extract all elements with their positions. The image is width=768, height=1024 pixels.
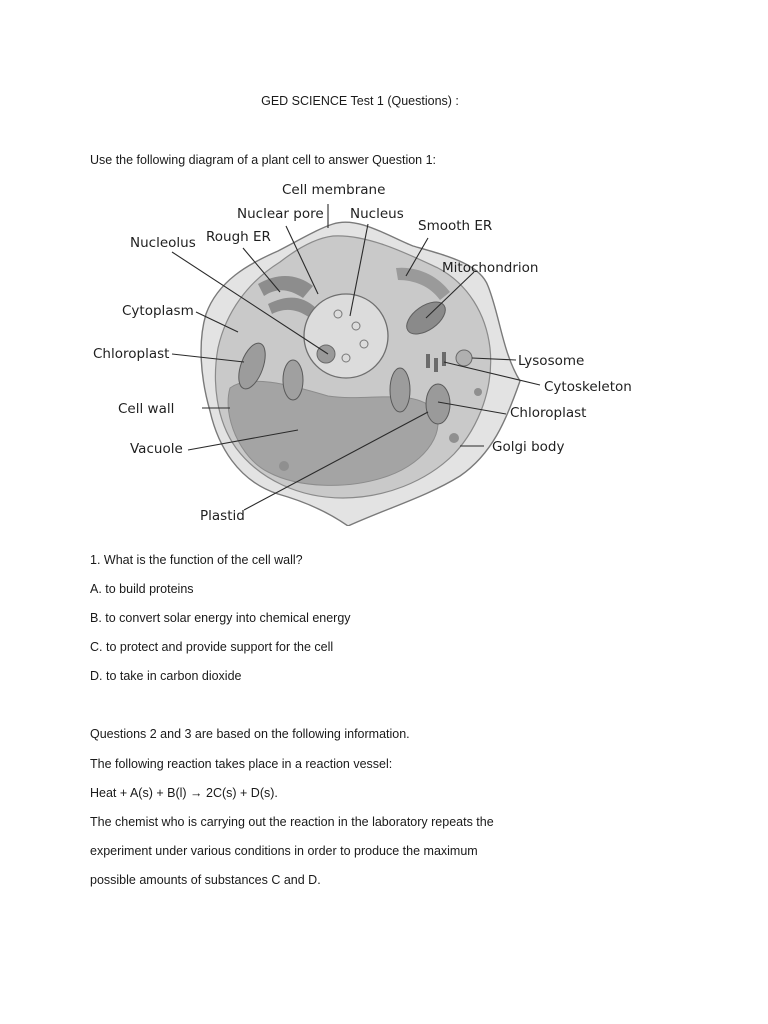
vesicle — [449, 433, 459, 443]
label-nucleus: Nucleus — [350, 206, 404, 222]
page-title: GED SCIENCE Test 1 (Questions) : — [261, 94, 459, 108]
info-line: The following reaction takes place in a reaction vessel: — [90, 757, 393, 771]
plant-cell-diagram — [88, 176, 648, 526]
label-plastid: Plastid — [200, 508, 245, 524]
label-golgi-body: Golgi body — [492, 439, 565, 455]
nucleolus-shape — [317, 345, 335, 363]
vesicle — [279, 461, 289, 471]
info-line: experiment under various conditions in order to produce the maximum — [90, 844, 478, 858]
label-cell-wall: Cell wall — [118, 401, 175, 417]
label-rough-er: Rough ER — [206, 229, 271, 245]
reaction-equation: Heat + A(s) + B(l) → 2C(s) + D(s). — [90, 786, 278, 800]
label-chloroplast-right: Chloroplast — [510, 405, 587, 421]
question-1-prompt: 1. What is the function of the cell wall? — [90, 553, 303, 567]
label-smooth-er: Smooth ER — [418, 218, 493, 234]
vesicle — [474, 388, 482, 396]
info-line: possible amounts of substances C and D. — [90, 873, 321, 887]
chloroplast-right-shape — [390, 368, 410, 412]
chloroplast-left-shape-2 — [283, 360, 303, 400]
label-cell-membrane: Cell membrane — [282, 182, 386, 198]
cytoskeleton-rod — [426, 354, 430, 368]
label-cytoplasm: Cytoplasm — [122, 303, 194, 319]
label-mitochondrion: Mitochondrion — [442, 260, 539, 276]
label-vacuole: Vacuole — [130, 441, 183, 457]
label-chloroplast-left: Chloroplast — [93, 346, 170, 362]
nucleus-shape — [304, 294, 388, 378]
lysosome-shape — [456, 350, 472, 366]
info-heading: Questions 2 and 3 are based on the following information. — [90, 727, 410, 741]
question-1-option-a: A. to build proteins — [90, 582, 194, 596]
cytoskeleton-rod — [442, 352, 446, 366]
info-line: The chemist who is carrying out the reaction in the laboratory repeats the — [90, 815, 494, 829]
question-1-option-d: D. to take in carbon dioxide — [90, 669, 242, 683]
label-lysosome: Lysosome — [518, 353, 585, 369]
cytoskeleton-rod — [434, 358, 438, 372]
label-nucleolus: Nucleolus — [130, 235, 196, 251]
question-1-option-b: B. to convert solar energy into chemical energy — [90, 611, 351, 625]
label-cytoskeleton: Cytoskeleton — [544, 379, 632, 395]
label-nuclear-pore: Nuclear pore — [237, 206, 324, 222]
question-1-option-c: C. to protect and provide support for the cell — [90, 640, 334, 654]
diagram-intro: Use the following diagram of a plant cell to answer Question 1: — [90, 153, 437, 167]
